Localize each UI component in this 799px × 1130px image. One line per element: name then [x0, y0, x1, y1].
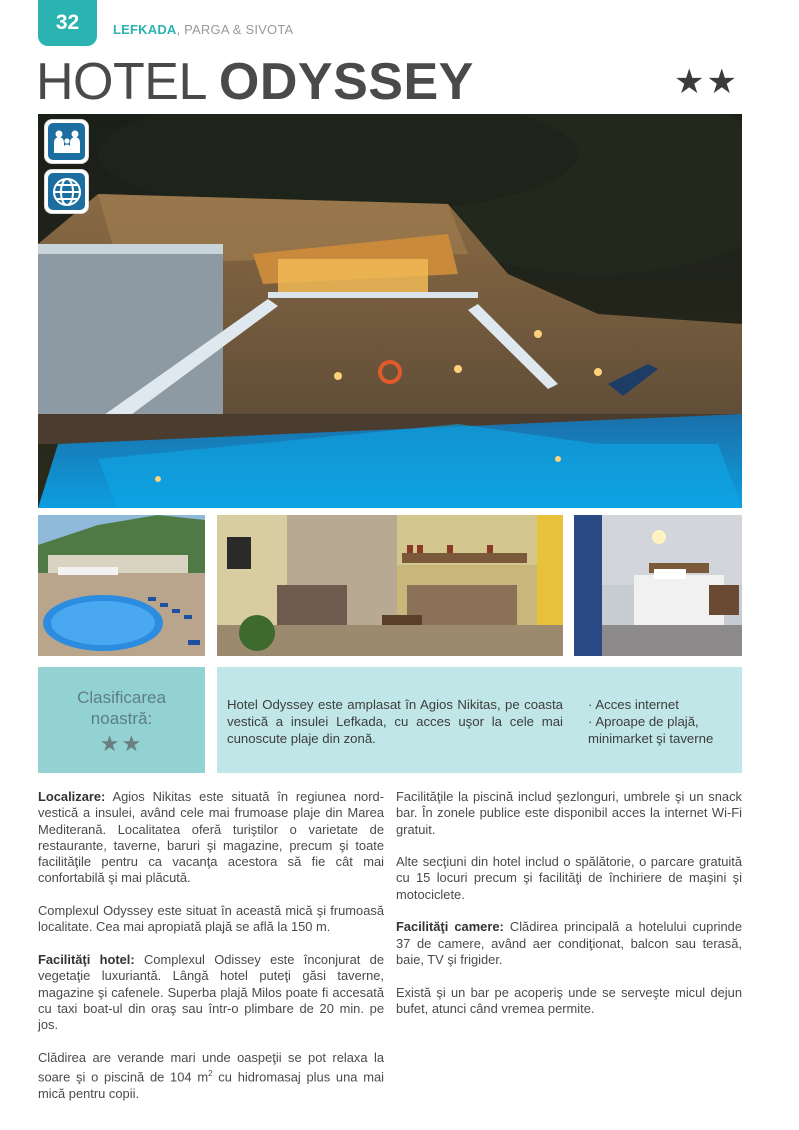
page-number-tab	[38, 0, 97, 46]
thumb-pool-day	[38, 515, 205, 656]
title-bold: ODYSSEY	[218, 53, 474, 111]
our-rating-box	[38, 667, 205, 773]
breadcrumb-region: LEFKADA	[113, 22, 177, 37]
room-facilities-label: Facilităţi camere:	[396, 919, 504, 935]
other-sections-paragraph: Alte secţiuni din hotel includ o spălătorie, o parcare gratuită cu 15 locuri precum şi facilităţi de închiriere de maşini şi motociclete.	[396, 854, 742, 902]
breadcrumb-rest: , PARGA & SIVOTA	[176, 22, 294, 37]
building-text-a: Clădirea are verande mari unde oaspeţii se pot relaxa la soare şi o piscină de 104 m	[38, 1049, 384, 1085]
hotel-facilities-paragraph	[38, 952, 384, 1033]
location-label: Localizare:	[38, 789, 106, 804]
hotel-star-rating: ★★	[674, 63, 739, 101]
hero-photo-illustration	[38, 114, 742, 508]
room-facilities-text: Clădirea principală a hotelului cuprinde 37 de camere, având aer condiţionat, balcon sau terasă, baie, TV şi frigider.	[396, 919, 742, 967]
thumb-bedroom	[574, 515, 742, 656]
feature-item: · Acces internet	[588, 697, 679, 712]
body-column-left	[38, 789, 384, 1118]
pool-paragraph: Facilităţile la piscină includ şezlonguri, umbrele şi un snack bar. În zonele publice este disponibil acces la internet Wi-Fi gratuit.	[396, 789, 742, 837]
family-badge	[45, 120, 88, 163]
globe-icon	[52, 177, 82, 207]
body-column-right	[396, 789, 742, 1033]
breadcrumb	[113, 22, 293, 37]
rating-title-line2: noastră:	[90, 709, 153, 728]
feature-list	[588, 696, 738, 747]
building-paragraph	[38, 1050, 384, 1102]
page-title	[36, 52, 474, 112]
summary-text: Hotel Odyssey este amplasat în Agios Nikitas, pe coasta vestică a insulei Lefkada, cu acces uşor la cele mai cunoscute plaje din zonă.	[227, 697, 563, 746]
family-icon	[52, 129, 82, 155]
location-text: Agios Nikitas este situată în regiunea nord-vestică a insulei, având cele mai frumoase plaje din Marea Mediterană. Localitatea oferă turiştilor o varietate de restaurante, taverne, baruri şi magazine, precum şi toate facilităţile pentru ca vacanţa acestora să fie cât mai confortabilă şi mai plăcută.	[38, 789, 384, 886]
page-number: 32	[55, 11, 80, 34]
building-sup: 2	[208, 1069, 213, 1079]
hero-photo-pool-night	[38, 114, 742, 508]
our-rating-stars: ★★	[99, 731, 144, 756]
title-light: HOTEL	[36, 53, 219, 111]
room-facilities-paragraph	[396, 919, 742, 968]
rooftop-bar-paragraph: Există şi un bar pe acoperiş unde se serveşte micul dejun bufet, atunci când vremea permite.	[396, 984, 742, 1016]
complex-paragraph: Complexul Odyssey este situat în această mică şi frumoasă localitate. Cea mai apropiată plajă se află la 150 m.	[38, 903, 384, 935]
location-paragraph	[38, 789, 384, 887]
rating-title-line1: Clasificarea	[77, 688, 166, 707]
thumb-lobby	[217, 515, 563, 656]
building-text-b: cu hidromasaj plus una mai mică pentru copii.	[38, 1069, 384, 1101]
summary-box	[217, 667, 742, 773]
hotel-facilities-label: Facilităţi hotel:	[38, 951, 135, 967]
hotel-facilities-text: Complexul Odissey este înconjurat de vegetaţie luxuriantă. Lângă hotel puteţi găsi taverne, magazine şi cafenele. Superba plajă Milos poate fi accesată cu taxi boat-ul din oraş sau într-o plimbare de 20 min. pe jos.	[38, 951, 384, 1033]
internet-badge	[45, 170, 88, 213]
feature-item: · Aproape de plajă, minimarket şi taverne	[588, 714, 714, 746]
